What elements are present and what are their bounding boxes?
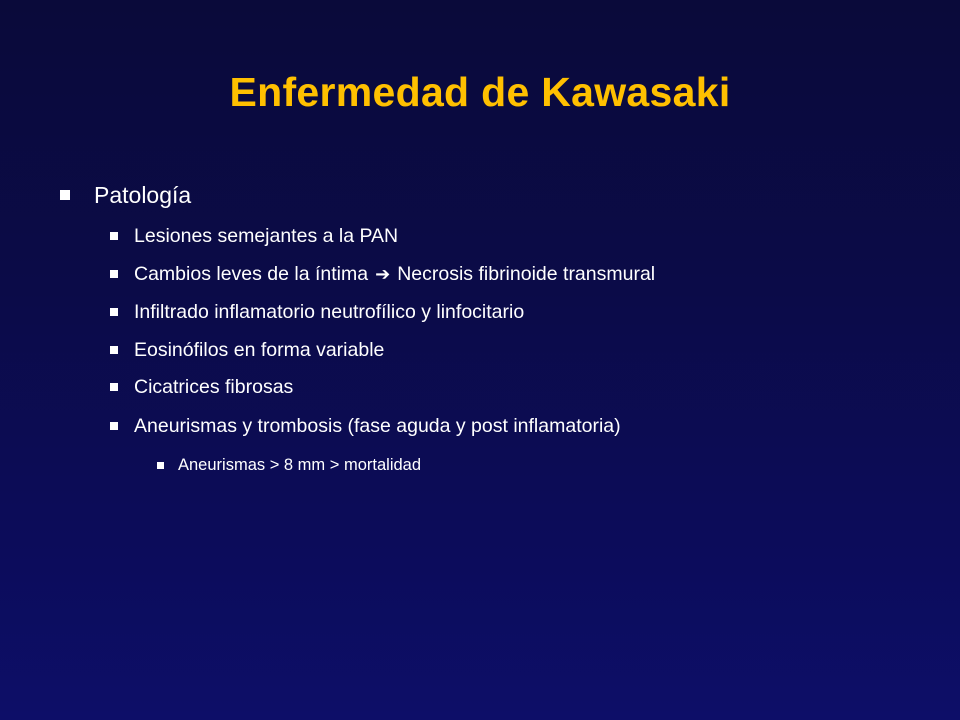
bullet-text: Aneurismas y trombosis (fase aguda y post inflamatoria) [134, 414, 621, 437]
bullet-text: Cambios leves de la íntima [134, 262, 369, 285]
bullet-level2 [110, 335, 384, 365]
bullet-text: Lesiones semejantes a la PAN [134, 224, 399, 247]
square-bullet-icon [157, 462, 164, 469]
square-bullet-icon [110, 346, 118, 354]
bullet-level1 [60, 179, 191, 211]
square-bullet-icon [110, 270, 118, 278]
bullet-text: Cicatrices fibrosas [134, 375, 294, 398]
square-bullet-icon [110, 422, 118, 430]
right-arrow-icon: ➔ [375, 263, 391, 285]
square-bullet-icon [110, 232, 118, 240]
bullet-text: Necrosis fibrinoide transmural [397, 262, 656, 285]
bullet-level2 [110, 372, 293, 402]
bullet-level2 [110, 259, 655, 289]
square-bullet-icon [60, 190, 70, 200]
square-bullet-icon [110, 383, 118, 391]
bullet-level3 [157, 452, 421, 478]
bullet-text: Aneurismas > 8 mm > mortalidad [178, 455, 422, 474]
bullet-level2 [110, 297, 524, 327]
bullet-level2 [110, 221, 398, 251]
bullet-level2 [110, 411, 621, 441]
square-bullet-icon [110, 308, 118, 316]
slide-title: Enfermedad de Kawasaki [229, 69, 731, 115]
bullet-text: Patología [94, 181, 192, 208]
bullet-text: Infiltrado inflamatorio neutrofílico y linfocitario [134, 300, 525, 323]
bullet-text: Eosinófilos en forma variable [134, 338, 385, 361]
